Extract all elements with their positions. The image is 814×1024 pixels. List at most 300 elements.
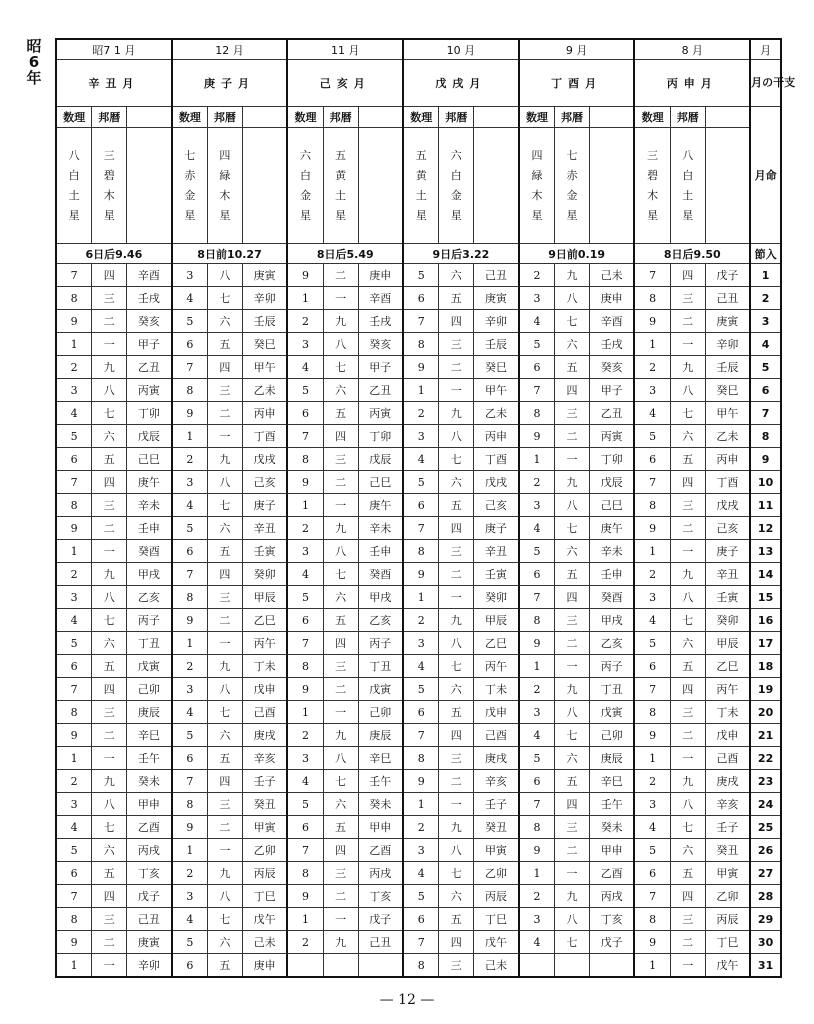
day-suri: 1 — [634, 540, 670, 563]
day-suri: 7 — [56, 264, 92, 287]
day-row — [56, 724, 781, 747]
hoyomi-star: 三碧木星 — [103, 148, 115, 222]
day-kanshi: 甲寅 — [705, 862, 750, 885]
day-suri: 3 — [519, 287, 555, 310]
day-kanshi: 丁未 — [242, 655, 287, 678]
day-kanshi: 甲戌 — [358, 586, 403, 609]
day-hoyomi: 一 — [92, 747, 127, 770]
day-hoyomi: 四 — [555, 793, 590, 816]
day-suri: 2 — [519, 264, 555, 287]
day-hoyomi: 六 — [670, 632, 705, 655]
day-suri: 8 — [287, 862, 323, 885]
day-suri: 1 — [172, 839, 208, 862]
hoyomi-label: 邦暦 — [670, 107, 705, 128]
day-suri: 8 — [519, 816, 555, 839]
day-kanshi: 壬申 — [589, 563, 634, 586]
day-kanshi: 辛丑 — [242, 517, 287, 540]
day-kanshi: 戊辰 — [589, 471, 634, 494]
day-number: 4 — [750, 333, 781, 356]
day-suri: 4 — [56, 816, 92, 839]
day-kanshi: 辛酉 — [127, 264, 172, 287]
day-suri: 1 — [287, 494, 323, 517]
suri-star: 五黄土星 — [415, 148, 427, 222]
day-suri: 1 — [403, 793, 439, 816]
day-hoyomi: 一 — [439, 586, 474, 609]
day-hoyomi: 五 — [92, 448, 127, 471]
day-suri: 4 — [56, 609, 92, 632]
day-hoyomi — [555, 954, 590, 978]
day-hoyomi: 三 — [92, 494, 127, 517]
day-suri: 4 — [172, 287, 208, 310]
day-suri: 5 — [287, 379, 323, 402]
day-kanshi: 己卯 — [358, 701, 403, 724]
day-kanshi: 丁酉 — [705, 471, 750, 494]
month-kanshi: 丁酉月 — [519, 60, 635, 107]
day-hoyomi: 六 — [208, 310, 243, 333]
day-suri: 9 — [519, 839, 555, 862]
day-kanshi: 己亥 — [242, 471, 287, 494]
day-kanshi: 甲午 — [705, 402, 750, 425]
day-suri: 9 — [519, 425, 555, 448]
day-suri: 8 — [172, 379, 208, 402]
day-kanshi: 甲子 — [589, 379, 634, 402]
day-hoyomi: 一 — [555, 655, 590, 678]
day-hoyomi: 七 — [670, 609, 705, 632]
day-row — [56, 540, 781, 563]
day-kanshi: 己未 — [589, 264, 634, 287]
day-hoyomi: 八 — [439, 632, 474, 655]
day-suri: 5 — [519, 333, 555, 356]
day-hoyomi: 五 — [323, 816, 358, 839]
day-kanshi: 戊午 — [242, 908, 287, 931]
suri-star: 八白土星 — [68, 148, 80, 222]
day-kanshi: 丙午 — [242, 632, 287, 655]
day-kanshi: 庚戌 — [242, 724, 287, 747]
day-suri: 1 — [56, 954, 92, 978]
day-kanshi: 丁亥 — [358, 885, 403, 908]
day-number: 13 — [750, 540, 781, 563]
day-suri: 8 — [634, 701, 670, 724]
day-suri: 4 — [287, 563, 323, 586]
day-number: 11 — [750, 494, 781, 517]
day-hoyomi: 三 — [670, 494, 705, 517]
day-suri: 7 — [172, 356, 208, 379]
day-kanshi: 丙子 — [127, 609, 172, 632]
day-kanshi: 癸丑 — [705, 839, 750, 862]
day-hoyomi: 五 — [208, 747, 243, 770]
suri-label: 数理 — [172, 107, 208, 128]
month-name-row — [56, 39, 781, 60]
day-row — [56, 287, 781, 310]
day-hoyomi: 三 — [670, 701, 705, 724]
day-hoyomi: 六 — [323, 379, 358, 402]
day-row — [56, 862, 781, 885]
day-kanshi: 丙寅 — [589, 425, 634, 448]
day-kanshi: 乙未 — [705, 425, 750, 448]
day-kanshi: 乙亥 — [358, 609, 403, 632]
day-suri: 8 — [403, 747, 439, 770]
day-suri: 6 — [519, 770, 555, 793]
day-hoyomi: 八 — [439, 839, 474, 862]
day-kanshi: 庚寅 — [705, 310, 750, 333]
day-row — [56, 425, 781, 448]
day-hoyomi: 七 — [92, 816, 127, 839]
day-suri: 6 — [403, 494, 439, 517]
day-suri: 8 — [287, 448, 323, 471]
day-suri: 3 — [519, 908, 555, 931]
hoyomi-star: 六白金星 — [450, 148, 462, 222]
day-kanshi: 庚申 — [242, 954, 287, 978]
day-kanshi: 壬子 — [474, 793, 519, 816]
day-hoyomi: 一 — [208, 839, 243, 862]
day-number: 15 — [750, 586, 781, 609]
day-row — [56, 954, 781, 978]
day-kanshi: 癸巳 — [474, 356, 519, 379]
day-kanshi: 丁丑 — [127, 632, 172, 655]
day-suri: 6 — [519, 563, 555, 586]
day-number: 6 — [750, 379, 781, 402]
day-suri: 9 — [403, 356, 439, 379]
day-suri: 4 — [172, 494, 208, 517]
day-suri: 8 — [172, 586, 208, 609]
day-hoyomi: 八 — [555, 287, 590, 310]
day-hoyomi: 一 — [670, 954, 705, 978]
day-hoyomi: 四 — [92, 678, 127, 701]
day-kanshi: 丙寅 — [358, 402, 403, 425]
day-suri: 4 — [56, 402, 92, 425]
day-kanshi: 乙卯 — [705, 885, 750, 908]
day-hoyomi: 九 — [323, 931, 358, 954]
label-spacer — [474, 107, 519, 128]
day-kanshi: 乙酉 — [358, 839, 403, 862]
day-hoyomi: 九 — [208, 448, 243, 471]
day-kanshi: 壬申 — [358, 540, 403, 563]
day-number: 3 — [750, 310, 781, 333]
day-suri: 9 — [56, 310, 92, 333]
day-hoyomi: 一 — [670, 747, 705, 770]
day-number: 17 — [750, 632, 781, 655]
day-hoyomi: 七 — [670, 816, 705, 839]
day-suri: 3 — [403, 632, 439, 655]
day-hoyomi: 七 — [670, 402, 705, 425]
day-kanshi: 辛卯 — [474, 310, 519, 333]
day-suri: 8 — [56, 908, 92, 931]
day-hoyomi: 九 — [439, 816, 474, 839]
day-hoyomi: 七 — [439, 862, 474, 885]
day-suri: 6 — [56, 448, 92, 471]
day-kanshi: 乙亥 — [127, 586, 172, 609]
suri-label: 数理 — [403, 107, 439, 128]
day-suri: 7 — [519, 793, 555, 816]
day-kanshi: 庚午 — [127, 471, 172, 494]
suri-star-cell — [634, 128, 670, 244]
day-suri: 3 — [172, 264, 208, 287]
day-suri: 4 — [519, 310, 555, 333]
day-kanshi: 丁丑 — [589, 678, 634, 701]
day-hoyomi: 二 — [92, 310, 127, 333]
day-hoyomi: 八 — [439, 425, 474, 448]
day-suri: 7 — [287, 839, 323, 862]
day-row — [56, 310, 781, 333]
day-hoyomi: 五 — [670, 862, 705, 885]
hoyomi-star-cell — [670, 128, 705, 244]
day-suri: 3 — [287, 333, 323, 356]
day-kanshi: 甲午 — [242, 356, 287, 379]
day-suri: 3 — [172, 471, 208, 494]
day-kanshi: 乙丑 — [127, 356, 172, 379]
day-suri: 9 — [519, 632, 555, 655]
day-kanshi: 戊子 — [358, 908, 403, 931]
month-kanshi: 丙申月 — [634, 60, 750, 107]
day-kanshi: 辛卯 — [242, 287, 287, 310]
day-kanshi: 壬午 — [127, 747, 172, 770]
day-kanshi: 辛酉 — [589, 310, 634, 333]
day-hoyomi: 四 — [439, 310, 474, 333]
day-hoyomi: 二 — [208, 402, 243, 425]
day-suri: 9 — [172, 609, 208, 632]
day-suri: 2 — [403, 816, 439, 839]
day-suri: 4 — [519, 517, 555, 540]
day-hoyomi: 八 — [555, 494, 590, 517]
day-kanshi: 庚子 — [705, 540, 750, 563]
day-kanshi: 癸丑 — [242, 793, 287, 816]
day-suri: 5 — [403, 471, 439, 494]
day-hoyomi: 五 — [208, 954, 243, 978]
day-kanshi: 丙申 — [705, 448, 750, 471]
day-kanshi: 壬辰 — [242, 310, 287, 333]
day-kanshi: 丙辰 — [474, 885, 519, 908]
day-hoyomi: 五 — [555, 770, 590, 793]
day-hoyomi: 四 — [555, 586, 590, 609]
day-suri: 6 — [172, 747, 208, 770]
day-suri: 7 — [634, 264, 670, 287]
day-suri: 4 — [403, 655, 439, 678]
day-row — [56, 678, 781, 701]
day-hoyomi: 一 — [323, 908, 358, 931]
day-hoyomi: 八 — [555, 701, 590, 724]
day-kanshi: 丙午 — [705, 678, 750, 701]
hoyomi-star: 四緑木星 — [219, 148, 231, 222]
day-hoyomi: 三 — [555, 402, 590, 425]
day-hoyomi: 二 — [439, 770, 474, 793]
day-kanshi: 辛巳 — [589, 770, 634, 793]
day-row — [56, 770, 781, 793]
day-kanshi: 丁亥 — [589, 908, 634, 931]
day-suri: 9 — [56, 931, 92, 954]
day-hoyomi: 一 — [439, 379, 474, 402]
day-kanshi: 癸酉 — [127, 540, 172, 563]
day-number: 26 — [750, 839, 781, 862]
day-hoyomi: 一 — [670, 333, 705, 356]
day-suri: 9 — [634, 310, 670, 333]
day-kanshi: 辛酉 — [358, 287, 403, 310]
day-kanshi: 戊寅 — [358, 678, 403, 701]
day-kanshi: 癸酉 — [589, 586, 634, 609]
day-hoyomi: 三 — [323, 448, 358, 471]
day-kanshi: 壬寅 — [242, 540, 287, 563]
day-hoyomi: 九 — [323, 310, 358, 333]
month-kanshi: 辛丑月 — [56, 60, 172, 107]
day-hoyomi: 二 — [92, 517, 127, 540]
label-spacer — [589, 107, 634, 128]
setsuiri-time: 6日后9.46 — [56, 244, 172, 264]
day-kanshi: 丁丑 — [358, 655, 403, 678]
day-suri: 7 — [287, 632, 323, 655]
day-suri: 5 — [56, 425, 92, 448]
day-suri: 2 — [287, 931, 323, 954]
day-suri: 5 — [172, 931, 208, 954]
day-hoyomi — [323, 954, 358, 978]
day-row — [56, 264, 781, 287]
day-kanshi: 丁巳 — [474, 908, 519, 931]
day-kanshi: 丙子 — [358, 632, 403, 655]
day-hoyomi: 七 — [208, 494, 243, 517]
day-suri — [519, 954, 555, 978]
day-hoyomi: 七 — [555, 310, 590, 333]
day-hoyomi: 一 — [323, 287, 358, 310]
day-suri: 7 — [519, 586, 555, 609]
day-hoyomi: 三 — [670, 908, 705, 931]
day-kanshi: 戊寅 — [127, 655, 172, 678]
day-kanshi: 戊戌 — [705, 494, 750, 517]
day-suri: 3 — [56, 379, 92, 402]
day-suri: 8 — [403, 954, 439, 978]
day-suri: 4 — [287, 356, 323, 379]
suri-star-cell — [56, 128, 92, 244]
day-suri: 9 — [172, 402, 208, 425]
day-hoyomi: 四 — [670, 471, 705, 494]
day-kanshi: 辛未 — [127, 494, 172, 517]
day-kanshi: 甲申 — [127, 793, 172, 816]
day-suri: 2 — [287, 517, 323, 540]
day-suri: 5 — [519, 540, 555, 563]
day-suri: 1 — [634, 333, 670, 356]
meimei-header: 月命 — [750, 107, 781, 244]
day-suri: 7 — [56, 471, 92, 494]
day-kanshi: 戊子 — [589, 931, 634, 954]
day-hoyomi: 四 — [555, 379, 590, 402]
day-suri: 1 — [287, 287, 323, 310]
day-suri: 2 — [634, 356, 670, 379]
day-suri: 8 — [56, 287, 92, 310]
day-kanshi: 己丑 — [705, 287, 750, 310]
day-suri: 5 — [634, 839, 670, 862]
hoyomi-label: 邦暦 — [439, 107, 474, 128]
day-suri: 5 — [172, 310, 208, 333]
day-hoyomi: 六 — [208, 931, 243, 954]
month-name: 9 月 — [519, 39, 635, 60]
day-kanshi: 癸亥 — [589, 356, 634, 379]
day-kanshi: 壬戌 — [127, 287, 172, 310]
day-row — [56, 931, 781, 954]
day-suri: 6 — [403, 287, 439, 310]
day-suri: 5 — [403, 678, 439, 701]
day-suri: 8 — [56, 494, 92, 517]
day-kanshi: 甲申 — [589, 839, 634, 862]
day-suri: 3 — [172, 678, 208, 701]
day-hoyomi: 八 — [92, 793, 127, 816]
day-hoyomi: 六 — [208, 517, 243, 540]
day-hoyomi: 九 — [92, 356, 127, 379]
day-suri: 9 — [56, 724, 92, 747]
day-hoyomi: 七 — [92, 402, 127, 425]
day-kanshi: 辛亥 — [242, 747, 287, 770]
day-suri: 2 — [634, 563, 670, 586]
day-hoyomi: 三 — [323, 862, 358, 885]
day-suri: 9 — [634, 931, 670, 954]
day-kanshi: 甲寅 — [242, 816, 287, 839]
day-kanshi: 丙午 — [474, 655, 519, 678]
day-suri: 6 — [519, 356, 555, 379]
day-kanshi: 己巳 — [358, 471, 403, 494]
day-suri: 8 — [519, 402, 555, 425]
day-hoyomi: 一 — [555, 862, 590, 885]
day-hoyomi: 九 — [555, 678, 590, 701]
month-kanshi: 戊戌月 — [403, 60, 519, 107]
day-kanshi: 己酉 — [242, 701, 287, 724]
day-row — [56, 402, 781, 425]
day-suri: 4 — [634, 609, 670, 632]
day-kanshi: 乙丑 — [589, 402, 634, 425]
day-hoyomi: 四 — [323, 632, 358, 655]
day-hoyomi: 六 — [323, 586, 358, 609]
day-suri: 5 — [56, 632, 92, 655]
day-hoyomi: 四 — [208, 356, 243, 379]
hoyomi-label: 邦暦 — [92, 107, 127, 128]
star-spacer — [705, 128, 750, 244]
day-row — [56, 632, 781, 655]
day-suri: 5 — [403, 885, 439, 908]
day-kanshi: 甲申 — [358, 816, 403, 839]
day-kanshi: 甲戌 — [589, 609, 634, 632]
suri-star: 六白金星 — [300, 148, 312, 222]
suri-star: 三碧木星 — [647, 148, 659, 222]
day-hoyomi: 四 — [92, 885, 127, 908]
calendar-table — [55, 38, 796, 978]
day-kanshi: 庚午 — [589, 517, 634, 540]
day-kanshi: 辛未 — [358, 517, 403, 540]
day-suri: 6 — [172, 954, 208, 978]
day-hoyomi: 三 — [208, 793, 243, 816]
day-suri: 9 — [287, 471, 323, 494]
day-hoyomi: 四 — [439, 517, 474, 540]
day-kanshi: 丁酉 — [242, 425, 287, 448]
month-star-row — [56, 128, 781, 244]
page-number: — 12 — — [379, 992, 435, 1008]
day-kanshi: 癸亥 — [127, 310, 172, 333]
month-name: 12 月 — [172, 39, 288, 60]
day-hoyomi: 六 — [92, 425, 127, 448]
setsuiri-time: 9日前0.19 — [519, 244, 635, 264]
day-kanshi: 己巳 — [127, 448, 172, 471]
day-hoyomi: 九 — [670, 563, 705, 586]
day-suri: 3 — [287, 747, 323, 770]
day-kanshi: 辛巳 — [358, 747, 403, 770]
day-suri: 1 — [56, 747, 92, 770]
day-hoyomi: 九 — [208, 655, 243, 678]
day-suri: 9 — [634, 724, 670, 747]
day-kanshi — [358, 954, 403, 978]
hoyomi-label: 邦暦 — [555, 107, 590, 128]
day-hoyomi: 四 — [323, 425, 358, 448]
day-hoyomi: 七 — [555, 724, 590, 747]
day-hoyomi: 四 — [323, 839, 358, 862]
day-suri: 8 — [287, 655, 323, 678]
label-row — [56, 107, 781, 128]
day-suri: 3 — [634, 379, 670, 402]
day-hoyomi: 一 — [208, 632, 243, 655]
hoyomi-star-cell — [208, 128, 243, 244]
